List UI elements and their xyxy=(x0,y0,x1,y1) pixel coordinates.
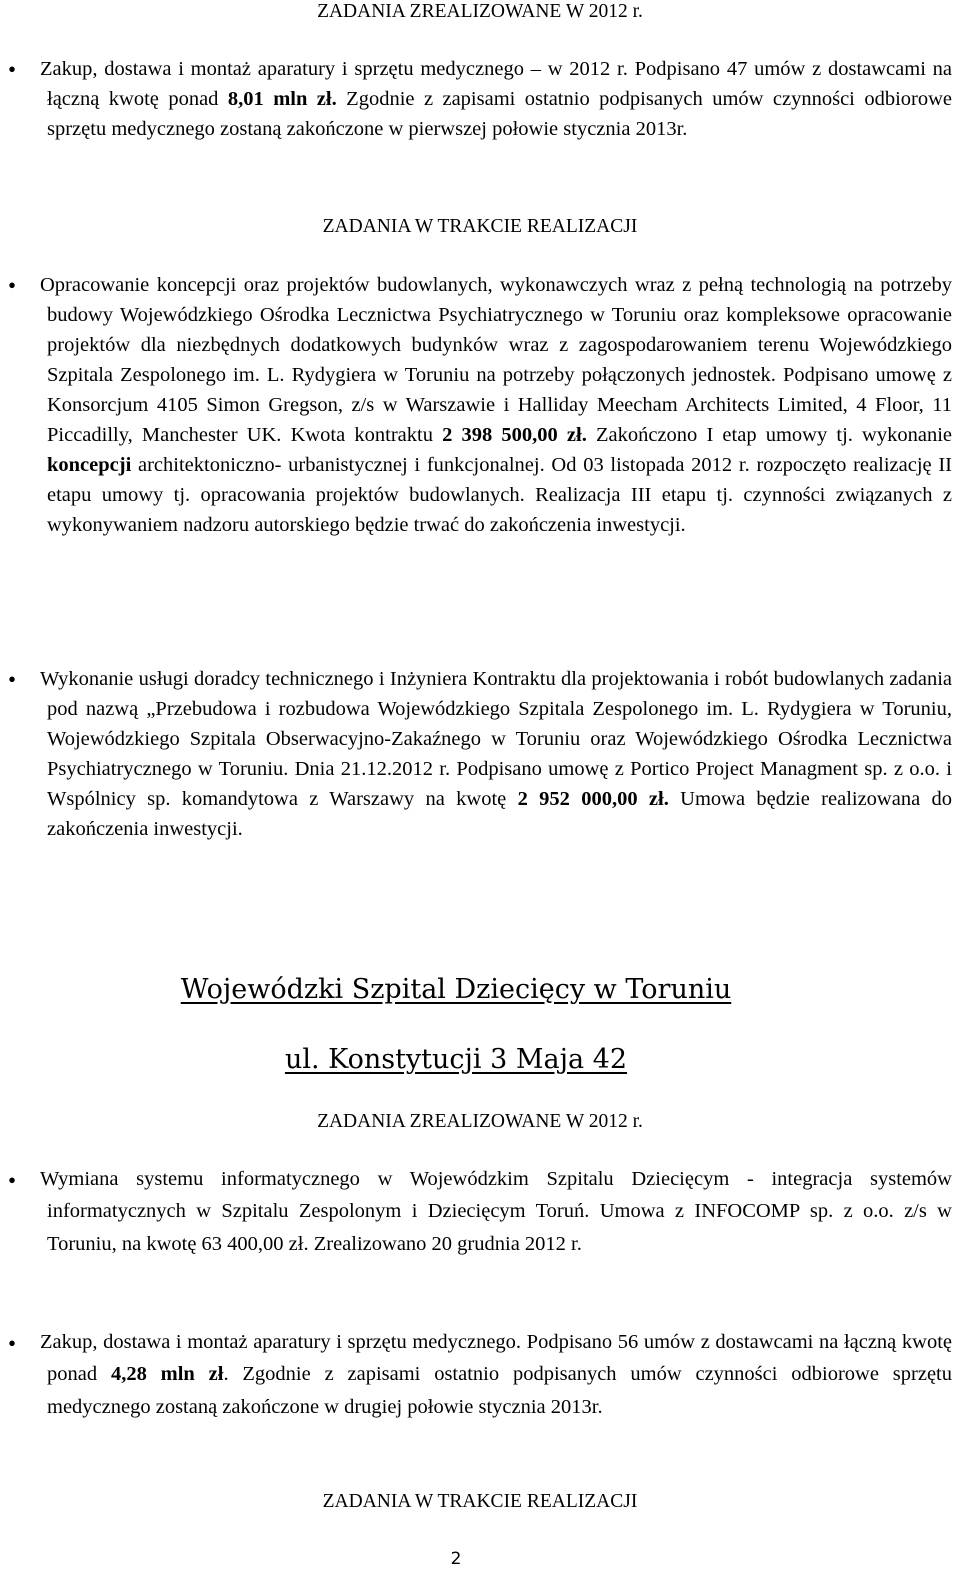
amount-bold: 2 952 000,00 zł. xyxy=(517,788,669,810)
text-run: Zakończono I etap umowy tj. wykonanie xyxy=(586,424,952,446)
keyword-bold: koncepcji xyxy=(47,454,132,476)
amount-bold: 8,01 mln zł. xyxy=(227,88,337,110)
text-run: . Zgodnie z zapisami ostatnio podpisanych umów czynności odbiorowe sprzętu medycznego zostaną zakończone w drugiej połowie stycznia 2013r. xyxy=(47,1363,952,1418)
paragraph-concept-design xyxy=(40,270,952,540)
section-heading-in-progress: ZADANIA W TRAKCIE REALIZACJI xyxy=(322,1491,638,1512)
paragraph-equipment-purchase-2 xyxy=(40,1326,952,1423)
text-run: Zakup, dostawa i montaż aparatury i sprzętu medycznego – w 2012 r. Podpisano 47 umów z dostawcami na łączną kwotę ponad xyxy=(40,58,952,110)
page-number: 2 xyxy=(450,1549,462,1569)
amount-bold: 2 398 500,00 zł. xyxy=(442,424,587,446)
paragraph-technical-advisor xyxy=(40,664,953,844)
paragraph-it-system xyxy=(40,1163,952,1260)
amount-bold: 4,28 mln zł xyxy=(110,1363,224,1386)
paragraph-equipment-purchase xyxy=(40,54,952,144)
text-run: architektoniczno- urbanistycznej i funkcjonalnej. Od 03 listopada 2012 r. rozpoczęto realizację II etapu umowy tj. opracowania projektów budowlanych. Realizacja III etapu tj. czynności związanych z wykonywaniem nadzoru autorskiego będzie trwać do zakończenia inwestycji. xyxy=(47,454,952,536)
section-heading-completed: ZADANIA ZREALIZOWANE W 2012 r. xyxy=(317,1,643,22)
text-run: Opracowanie koncepcji oraz projektów budowlanych, wykonawczych wraz z pełną technologią na potrzeby budowy Wojewódzkiego Ośrodka Lecznictwa Psychiatrycznego w Toruniu oraz kompleksowe opracowanie projektów dla niezbędnych dodatkowych budynków wraz z zagospodarowaniem terenu Wojewódzkiego Szpitala Zespolonego im. L. Rydygiera w Toruniu na potrzeby połączonych jednostek. Podpisano umowę z Konsorcjum 4105 Simon Gregson, z/s w Warszawie i Halliday Meecham Architects Limited, 4 Floor, 11 Piccadilly, Manchester UK. Kwota kontraktu xyxy=(40,274,952,446)
text-run: Umowa będzie realizowana do zakończenia inwestycji. xyxy=(47,788,953,840)
text-run: Zgodnie z zapisami ostatnio podpisanych umów czynności odbiorowe sprzętu medycznego zostaną zakończone w pierwszej połowie stycznia 2013r. xyxy=(47,88,952,140)
text-run: Wymiana systemu informatycznego w Wojewódzkim Szpitalu Dziecięcym - integracja systemów informatycznych w Szpitalu Zespolonym i Dziecięcym Toruń. Umowa z INFOCOMP sp. z o.o. z/s w Toruniu, na kwotę 63 400,00 zł. Zrealizowano 20 grudnia 2012 r. xyxy=(40,1168,952,1255)
text-run: Wykonanie usługi doradcy technicznego i Inżyniera Kontraktu dla projektowania i robót budowlanych zadania pod nazwą „Przebudowa i rozbudowa Wojewódzkiego Szpitala Zespolonego im. L. Rydygiera w Toruniu, Wojewódzkiego Szpitala Obserwacyjno-Zakaźnego w Toruniu oraz Wojewódzkiego Ośrodka Lecznictwa Psychiatrycznego w Toruniu. Dnia 21.12.2012 r. Podpisano umowę z Portico Project Managment sp. z o.o. i Wspólnicy sp. komandytowa z Warszawy na kwotę xyxy=(40,668,952,810)
hospital-address: ul. Konstytucji 3 Maja 42 xyxy=(284,1044,628,1075)
text-run: Zakup, dostawa i montaż aparatury i sprzętu medycznego. Podpisano 56 umów z dostawcami na łączną kwotę ponad xyxy=(40,1331,952,1386)
section-heading-completed: ZADANIA ZREALIZOWANE W 2012 r. xyxy=(317,1111,643,1132)
hospital-title: Wojewódzki Szpital Dziecięcy w Toruniu xyxy=(180,974,732,1005)
section-heading-in-progress: ZADANIA W TRAKCIE REALIZACJI xyxy=(322,216,638,237)
